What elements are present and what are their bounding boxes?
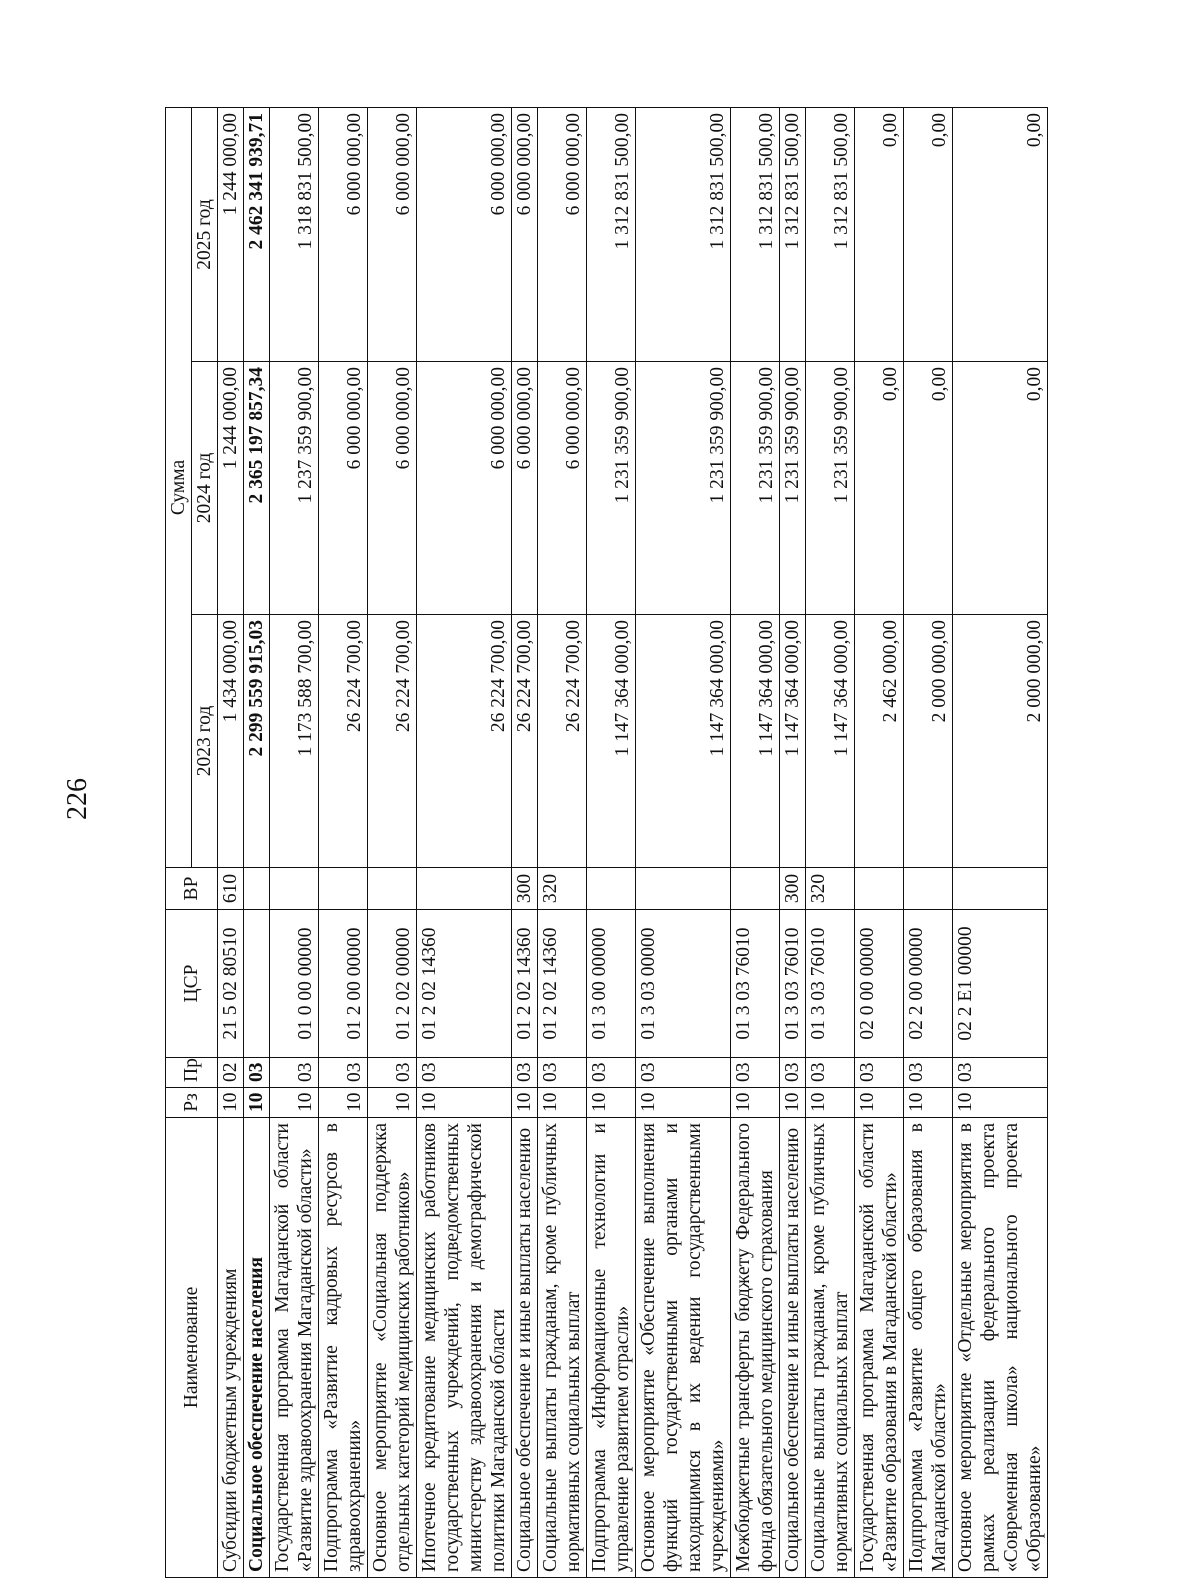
row-2023: 1 147 364 000,00 <box>780 615 806 868</box>
row-2025: 0,00 <box>953 107 1048 361</box>
row-rz: 10 <box>731 1088 780 1118</box>
row-rz: 10 <box>780 1088 806 1118</box>
row-pr: 03 <box>417 1058 512 1088</box>
row-rz: 10 <box>538 1088 587 1118</box>
row-2025: 6 000 000,00 <box>417 107 512 361</box>
header-2024: 2024 год <box>192 362 218 615</box>
row-2023: 2 299 559 915,03 <box>244 615 270 868</box>
table-row <box>244 107 270 1577</box>
row-name: Социальное обеспечение и иные выплаты населению <box>780 1118 806 1578</box>
row-pr: 03 <box>512 1058 538 1088</box>
row-csr: 01 3 03 76010 <box>806 910 855 1058</box>
row-2024: 6 000 000,00 <box>512 362 538 615</box>
row-2025: 2 462 341 939,71 <box>244 107 270 361</box>
row-rz: 10 <box>636 1088 731 1118</box>
header-2025: 2025 год <box>192 107 218 361</box>
table-row <box>538 107 587 1577</box>
table-row <box>806 107 855 1577</box>
row-2024: 1 231 359 900,00 <box>587 362 636 615</box>
table-body <box>218 107 1048 1577</box>
row-name: Государственная программа Магаданской области «Развитие образования в Магаданской области» <box>855 1118 904 1578</box>
header-sum: Сумма <box>166 107 192 867</box>
row-vr <box>953 868 1048 910</box>
header-pr: Пр <box>166 1058 218 1088</box>
row-2025: 1 244 000,00 <box>218 107 244 361</box>
row-name: Социальное обеспечение и иные выплаты населению <box>512 1118 538 1578</box>
row-rz: 10 <box>319 1088 368 1118</box>
row-name: Государственная программа Магаданской области «Развитие здравоохранения Магаданской области» <box>270 1118 319 1578</box>
table-row <box>904 107 953 1577</box>
row-vr <box>855 868 904 910</box>
row-csr: 01 2 02 14360 <box>417 910 512 1058</box>
row-vr <box>417 868 512 910</box>
row-rz: 10 <box>417 1088 512 1118</box>
row-2024: 1 231 359 900,00 <box>731 362 780 615</box>
row-2024: 2 365 197 857,34 <box>244 362 270 615</box>
row-csr: 01 2 02 14360 <box>512 910 538 1058</box>
row-name: Подпрограмма «Информационные технологии и управление развитием отрасли» <box>587 1118 636 1578</box>
header-name: Наименование <box>166 1118 218 1578</box>
row-csr: 02 0 00 00000 <box>855 910 904 1058</box>
row-2024: 0,00 <box>855 362 904 615</box>
row-2025: 6 000 000,00 <box>319 107 368 361</box>
table-row <box>731 107 780 1577</box>
row-pr: 03 <box>904 1058 953 1088</box>
row-2025: 1 312 831 500,00 <box>806 107 855 361</box>
row-2023: 1 147 364 000,00 <box>806 615 855 868</box>
table-row <box>953 107 1048 1577</box>
table-row <box>270 107 319 1577</box>
row-csr: 02 2 E1 00000 <box>953 910 1048 1058</box>
row-csr: 21 5 02 80510 <box>218 910 244 1058</box>
row-pr: 03 <box>636 1058 731 1088</box>
row-2024: 0,00 <box>904 362 953 615</box>
row-name: Основное мероприятие «Отдельные мероприятия в рамках реализации федерального проекта «Современная школа» национального проекта «Образование» <box>953 1118 1048 1578</box>
row-rz: 10 <box>587 1088 636 1118</box>
row-pr: 03 <box>780 1058 806 1088</box>
row-2024: 1 244 000,00 <box>218 362 244 615</box>
row-2025: 1 318 831 500,00 <box>270 107 319 361</box>
row-name: Социальные выплаты гражданам, кроме публичных нормативных социальных выплат <box>538 1118 587 1578</box>
row-csr: 01 0 00 00000 <box>270 910 319 1058</box>
row-vr: 300 <box>512 868 538 910</box>
page-number: 226 <box>62 778 93 820</box>
row-vr <box>319 868 368 910</box>
table-row <box>417 107 512 1577</box>
row-vr <box>368 868 417 910</box>
row-2023: 1 147 364 000,00 <box>636 615 731 868</box>
header-csr: ЦСР <box>166 910 218 1058</box>
header-2023: 2023 год <box>192 615 218 868</box>
row-2025: 1 312 831 500,00 <box>636 107 731 361</box>
row-2023: 26 224 700,00 <box>538 615 587 868</box>
row-csr <box>244 910 270 1058</box>
row-2023: 2 000 000,00 <box>904 615 953 868</box>
table-row <box>587 107 636 1577</box>
row-rz: 10 <box>904 1088 953 1118</box>
row-2024: 1 231 359 900,00 <box>780 362 806 615</box>
header-rz: Рз <box>166 1088 218 1118</box>
table-row <box>855 107 904 1577</box>
row-vr: 320 <box>806 868 855 910</box>
row-pr: 03 <box>953 1058 1048 1088</box>
row-2024: 6 000 000,00 <box>319 362 368 615</box>
row-name: Социальные выплаты гражданам, кроме публичных нормативных социальных выплат <box>806 1118 855 1578</box>
row-2024: 1 237 359 900,00 <box>270 362 319 615</box>
row-rz: 10 <box>855 1088 904 1118</box>
row-2025: 0,00 <box>904 107 953 361</box>
row-2024: 6 000 000,00 <box>538 362 587 615</box>
row-rz: 10 <box>806 1088 855 1118</box>
row-pr: 03 <box>244 1058 270 1088</box>
row-2025: 1 312 831 500,00 <box>780 107 806 361</box>
row-csr: 01 2 02 00000 <box>368 910 417 1058</box>
row-2024: 6 000 000,00 <box>368 362 417 615</box>
row-rz: 10 <box>218 1088 244 1118</box>
row-name: Основное мероприятие «Обеспечение выполнения функций государственными органами и находящимися в их ведении государственными учреждениями» <box>636 1118 731 1578</box>
row-2023: 1 434 000,00 <box>218 615 244 868</box>
table-row <box>218 107 244 1577</box>
table-header <box>166 107 218 1577</box>
row-2025: 1 312 831 500,00 <box>731 107 780 361</box>
row-2025: 6 000 000,00 <box>512 107 538 361</box>
row-vr <box>636 868 731 910</box>
row-vr <box>587 868 636 910</box>
row-name: Основное мероприятие «Социальная поддержка отдельных категорий медицинских работников» <box>368 1118 417 1578</box>
table-row <box>319 107 368 1577</box>
row-name: Межбюджетные трансферты бюджету Федерального фонда обязательного медицинского страхования <box>731 1118 780 1578</box>
row-pr: 03 <box>587 1058 636 1088</box>
row-2023: 26 224 700,00 <box>417 615 512 868</box>
row-rz: 10 <box>953 1088 1048 1118</box>
row-2025: 0,00 <box>855 107 904 361</box>
row-csr: 02 2 00 00000 <box>904 910 953 1058</box>
row-vr <box>270 868 319 910</box>
row-2023: 2 462 000,00 <box>855 615 904 868</box>
row-pr: 03 <box>731 1058 780 1088</box>
row-2023: 1 173 588 700,00 <box>270 615 319 868</box>
row-vr <box>731 868 780 910</box>
row-csr: 01 3 03 76010 <box>731 910 780 1058</box>
row-vr: 300 <box>780 868 806 910</box>
row-vr <box>244 868 270 910</box>
table-row <box>368 107 417 1577</box>
row-pr: 02 <box>218 1058 244 1088</box>
row-rz: 10 <box>512 1088 538 1118</box>
header-vr: ВР <box>166 868 218 910</box>
row-pr: 03 <box>855 1058 904 1088</box>
table-row <box>512 107 538 1577</box>
row-name: Социальное обеспечение населения <box>244 1118 270 1578</box>
row-name: Субсидии бюджетным учреждениям <box>218 1118 244 1578</box>
row-csr: 01 3 03 00000 <box>636 910 731 1058</box>
row-2023: 26 224 700,00 <box>319 615 368 868</box>
row-pr: 03 <box>368 1058 417 1088</box>
row-vr <box>904 868 953 910</box>
row-csr: 01 3 00 00000 <box>587 910 636 1058</box>
row-csr: 01 3 03 76010 <box>780 910 806 1058</box>
row-2023: 2 000 000,00 <box>953 615 1048 868</box>
row-2023: 26 224 700,00 <box>368 615 417 868</box>
row-pr: 03 <box>806 1058 855 1088</box>
row-pr: 03 <box>538 1058 587 1088</box>
row-pr: 03 <box>270 1058 319 1088</box>
row-rz: 10 <box>270 1088 319 1118</box>
budget-table <box>165 107 1048 1578</box>
table-row <box>780 107 806 1577</box>
row-rz: 10 <box>368 1088 417 1118</box>
row-csr: 01 2 00 00000 <box>319 910 368 1058</box>
row-pr: 03 <box>319 1058 368 1088</box>
row-2024: 6 000 000,00 <box>417 362 512 615</box>
row-2025: 1 312 831 500,00 <box>587 107 636 361</box>
row-2023: 1 147 364 000,00 <box>731 615 780 868</box>
row-2024: 1 231 359 900,00 <box>806 362 855 615</box>
table-row <box>636 107 731 1577</box>
row-2024: 0,00 <box>953 362 1048 615</box>
row-rz: 10 <box>244 1088 270 1118</box>
row-2023: 26 224 700,00 <box>512 615 538 868</box>
row-csr: 01 2 02 14360 <box>538 910 587 1058</box>
row-name: Подпрограмма «Развитие кадровых ресурсов в здравоохранении» <box>319 1118 368 1578</box>
row-vr: 320 <box>538 868 587 910</box>
row-2025: 6 000 000,00 <box>538 107 587 361</box>
row-2025: 6 000 000,00 <box>368 107 417 361</box>
row-name: Ипотечное кредитование медицинских работников государственных учреждений, подведомственных министерству здравоохранения и демографической политики Магаданской области <box>417 1118 512 1578</box>
row-2024: 1 231 359 900,00 <box>636 362 731 615</box>
row-name: Подпрограмма «Развитие общего образования в Магаданской области» <box>904 1118 953 1578</box>
row-2023: 1 147 364 000,00 <box>587 615 636 868</box>
row-vr: 610 <box>218 868 244 910</box>
